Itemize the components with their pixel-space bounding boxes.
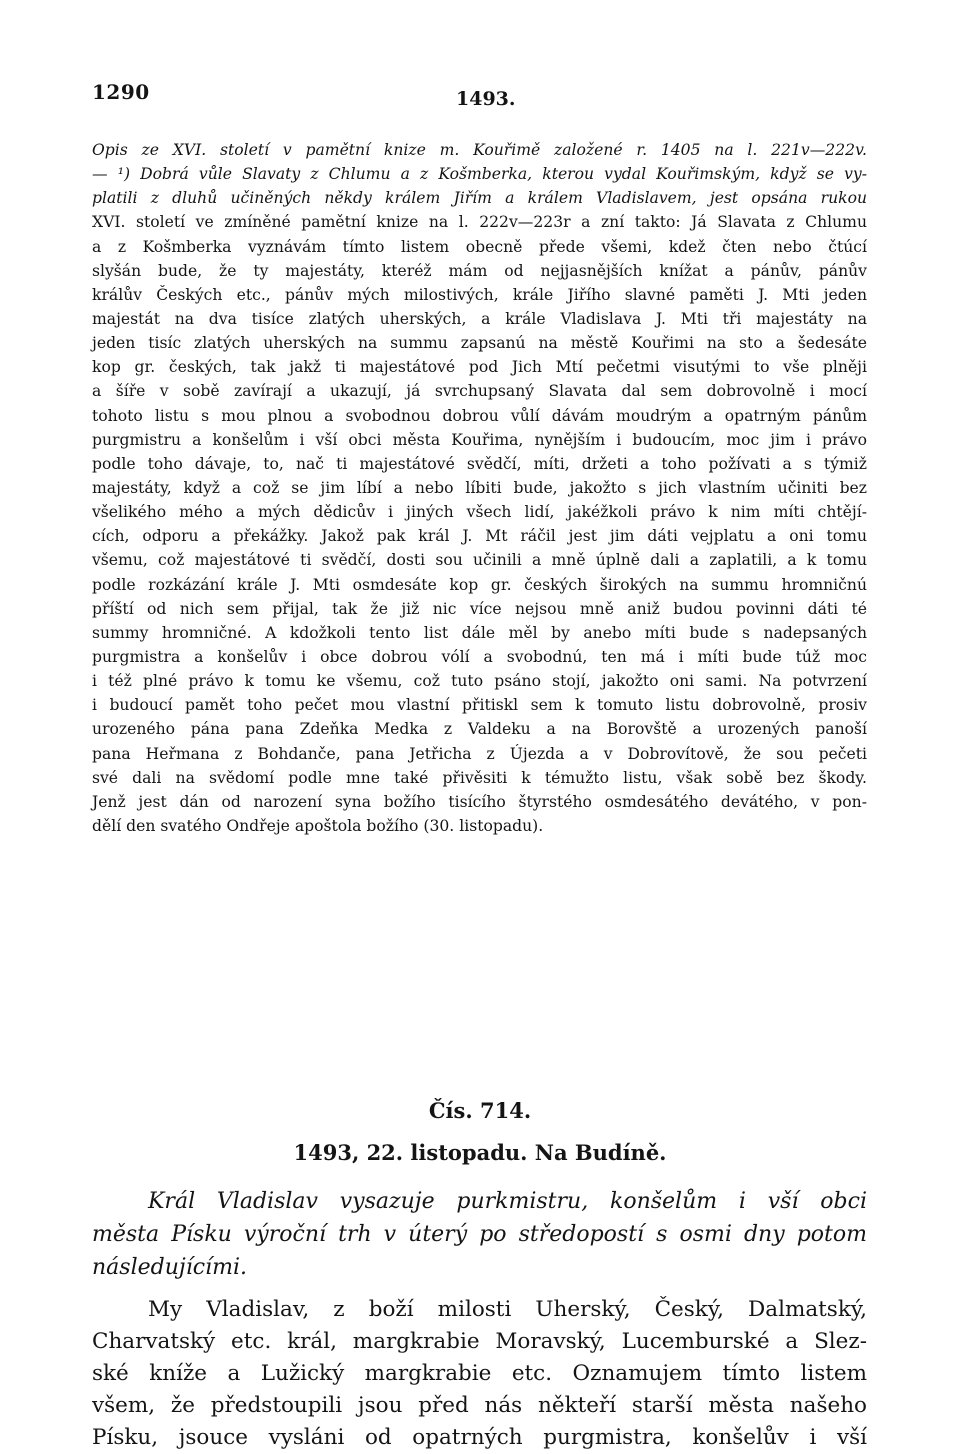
note-line: všemu, což majestátové ti svědčí, dosti sou učinili a mně úplně dali a zaplatili, a k tomu [92,551,867,570]
note-line: majestát na dva tisíce zlatých uherských, a krále Vladislava J. Mti tři majestáty na [92,309,867,328]
body-line: Písku, jsouce vysláni od opatrných purgmistra, konšelův i vší [92,1425,867,1450]
running-head-year: 1493. [456,88,516,110]
note-line: jeden tisíc zlatých uherských na summu zapsanú na městě Kouřimi na sto a šedesáte [92,334,867,353]
note-line: podle rozkázání krále J. Mti osmdesáte kop gr. českých širokých na summu hromničnú [92,575,867,594]
note-line: i též plné právo k tomu ke všemu, což tuto psáno stojí, jakožto oni sami. Na potvrzení [92,672,867,691]
note-line: dělí den svatého Ondřeje apoštola božího (30. listopadu). [92,816,544,835]
note-line: své dali na svědomí podle mne také přivěsiti k témužto listu, však sobě bez škody. [92,768,867,787]
document-body [92,1294,867,1454]
note-line: purgmistra a konšelův i obce dobrou vólí a svobodnú, ten má i míti bude túž moc [92,647,867,666]
note-line: Jenž jest dán od narození syna božího tisícího štyrstého osmdesátého devátého, v pon- [92,792,867,811]
note-line: cích, odporu a překážky. Jakož pak král J. Mt ráčil jest jim dáti vejplatu a oni tomu [92,527,867,546]
note-line: králův Českých etc., pánův mých milostivých, krále Jiřího slavné paměti J. Mti jeden [92,285,867,304]
body-line: všem, že předstoupili jsou před nás někteří starší města našeho [92,1393,867,1418]
note-line: podle toho dávaje, to, nač ti majestátové svědčí, míti, držeti a toho požívati a s týmiž [92,454,867,473]
body-line: Charvatský etc. král, margkrabie Moravský, Lucemburské a Slez- [92,1329,867,1354]
source-note-line: Opis ze XVI. století v pamětní knize m. Kouřimě založené r. 1405 na l. 221v—222v. [92,141,867,159]
note-line: majestáty, když a což se jim líbí a nebo líbiti bude, jakožto s jich vlastním učiniti bez [92,478,867,497]
note-line: purgmistru a konšelům i vší obci města Kouřima, nynějším i budoucím, moc jim i právo [92,430,867,449]
note-line: tohoto listu s mou plnou a svobodnou dobrou vůlí dávám moudrým a opatrným pánům [92,406,867,425]
note-line: — ¹) Dobrá vůle Slavaty z Chlumu a z Košmberka, kterou vydal Kouřimským, když se vy- [92,165,867,184]
note-line: slyšán bude, že ty majestáty, kteréž mám od nejjasnějších knížat a pánův, pánův [92,261,867,280]
body-line: My Vladislav, z boží milosti Uherský, Český, Dalmatský, [148,1297,867,1322]
note-line: všelikého mého a mých dědicův i jiných všech lidí, jakéžkoli právo k nim míti chtějí- [92,503,867,522]
summary-line: následujícími. [92,1255,247,1280]
previous-document-note [92,138,867,838]
note-line: urozeného pána pana Zdeňka Medka z Valdeku a na Borovště a urozených panoší [92,720,867,739]
note-line: platili z dluhů učiněných někdy králem Jiřím a králem Vladislavem, jest opsána rukou [92,189,867,208]
document-summary [92,1185,867,1284]
note-line: i budoucí pamět toho pečet mou vlastní přitiskl sem k tomuto listu dobrovolně, prosiv [92,696,867,715]
summary-line: města Písku výroční trh v úterý po středopostí s osmi dny potom [92,1222,867,1247]
summary-line: Král Vladislav vysazuje purkmistru, konšelům i vší obci [148,1189,867,1214]
note-line: XVI. století ve zmíněné pamětní knize na l. 222v—223r a zní takto: Já Slavata z Chlumu [92,213,867,232]
page-number: 1290 [92,80,150,104]
document-number: Čís. 714. [428,1098,532,1123]
note-line: summy hromničné. A kdožkoli tento list dále měl by anebo míti bude s nadepsaných [92,623,867,642]
note-line: pana Heřmana z Bohdanče, pana Jetřicha z Újezda a v Dobrovítově, že sou pečeti [92,744,867,763]
note-line: a šíře v sobě zavírají a ukazují, já svrchupsaný Slavata dal sem dobrovolně i mocí [92,382,867,401]
document-date-place: 1493, 22. listopadu. Na Budíně. [293,1140,667,1165]
note-line: příští od nich sem přijal, tak že již nic více nejsou mně aniž budou povinni dáti té [92,599,867,618]
note-line: a z Košmberka vyznávám tímto listem obecně přede všemi, kdež čten nebo čtúcí [92,237,867,256]
body-line: ské kníže a Lužický margkrabie etc. Oznamujem tímto listem [92,1361,867,1386]
note-line: kop gr. českých, tak jakž ti majestátové pod Jich Mtí pečetmi visutými to vše plněji [92,358,867,377]
